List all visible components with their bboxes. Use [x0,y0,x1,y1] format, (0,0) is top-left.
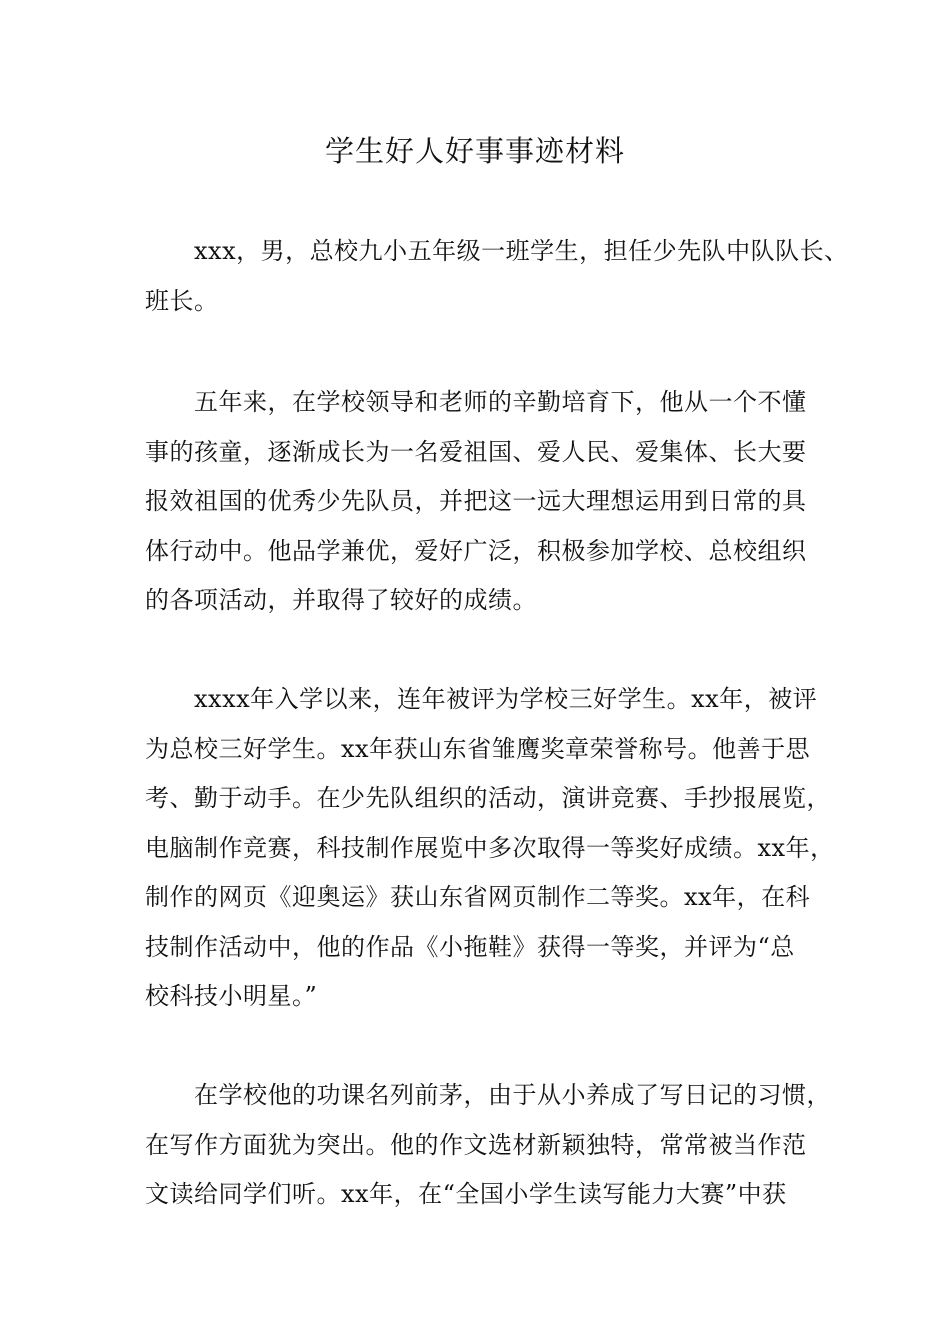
paragraph-line: 的各项活动，并取得了较好的成绩。 [145,586,537,614]
paragraph-line: xxx，男，总校九小五年级一班学生，担任少先队中队队长、 [194,237,849,265]
paragraph-line: 在写作方面犹为突出。他的作文选材新颖独特，常常被当作范 [145,1131,807,1159]
paragraph-line: 事的孩童，逐渐成长为一名爱祖国、爱人民、爱集体、长大要 [145,438,807,466]
paragraph-line: 制作的网页《迎奥运》获山东省网页制作二等奖。xx年，在科 [145,883,811,911]
paragraph-line: 五年来，在学校领导和老师的辛勤培育下，他从一个不懂 [194,388,807,416]
paragraph-line: 电脑制作竞赛，科技制作展览中多次取得一等奖好成绩。xx年， [145,834,835,862]
document-title: 学生好人好事事迹材料 [324,134,625,168]
paragraph-line: 考、勤于动手。在少先队组织的活动，演讲竞赛、手抄报展览， [145,784,831,812]
paragraph-line: 班长。 [145,287,219,315]
paragraph-line: 在学校他的功课名列前茅，由于从小养成了写日记的习惯， [194,1081,831,1109]
paragraph-line: 文读给同学们听。xx年，在“全国小学生读写能力大赛”中获 [145,1180,787,1208]
paragraph-line: 报效祖国的优秀少先队员，并把这一远大理想运用到日常的具 [145,487,807,515]
paragraph-line: 为总校三好学生。xx年获山东省雏鹰奖章荣誉称号。他善于思 [145,735,811,763]
paragraph-line: xxxx年入学以来，连年被评为学校三好学生。xx年，被评 [194,685,818,713]
paragraph-line: 技制作活动中，他的作品《小拖鞋》获得一等奖，并评为“总 [145,933,795,961]
paragraph-line: 校科技小明星。” [145,982,318,1010]
paragraph-line: 体行动中。他品学兼优，爱好广泛，积极参加学校、总校组织 [145,537,807,565]
